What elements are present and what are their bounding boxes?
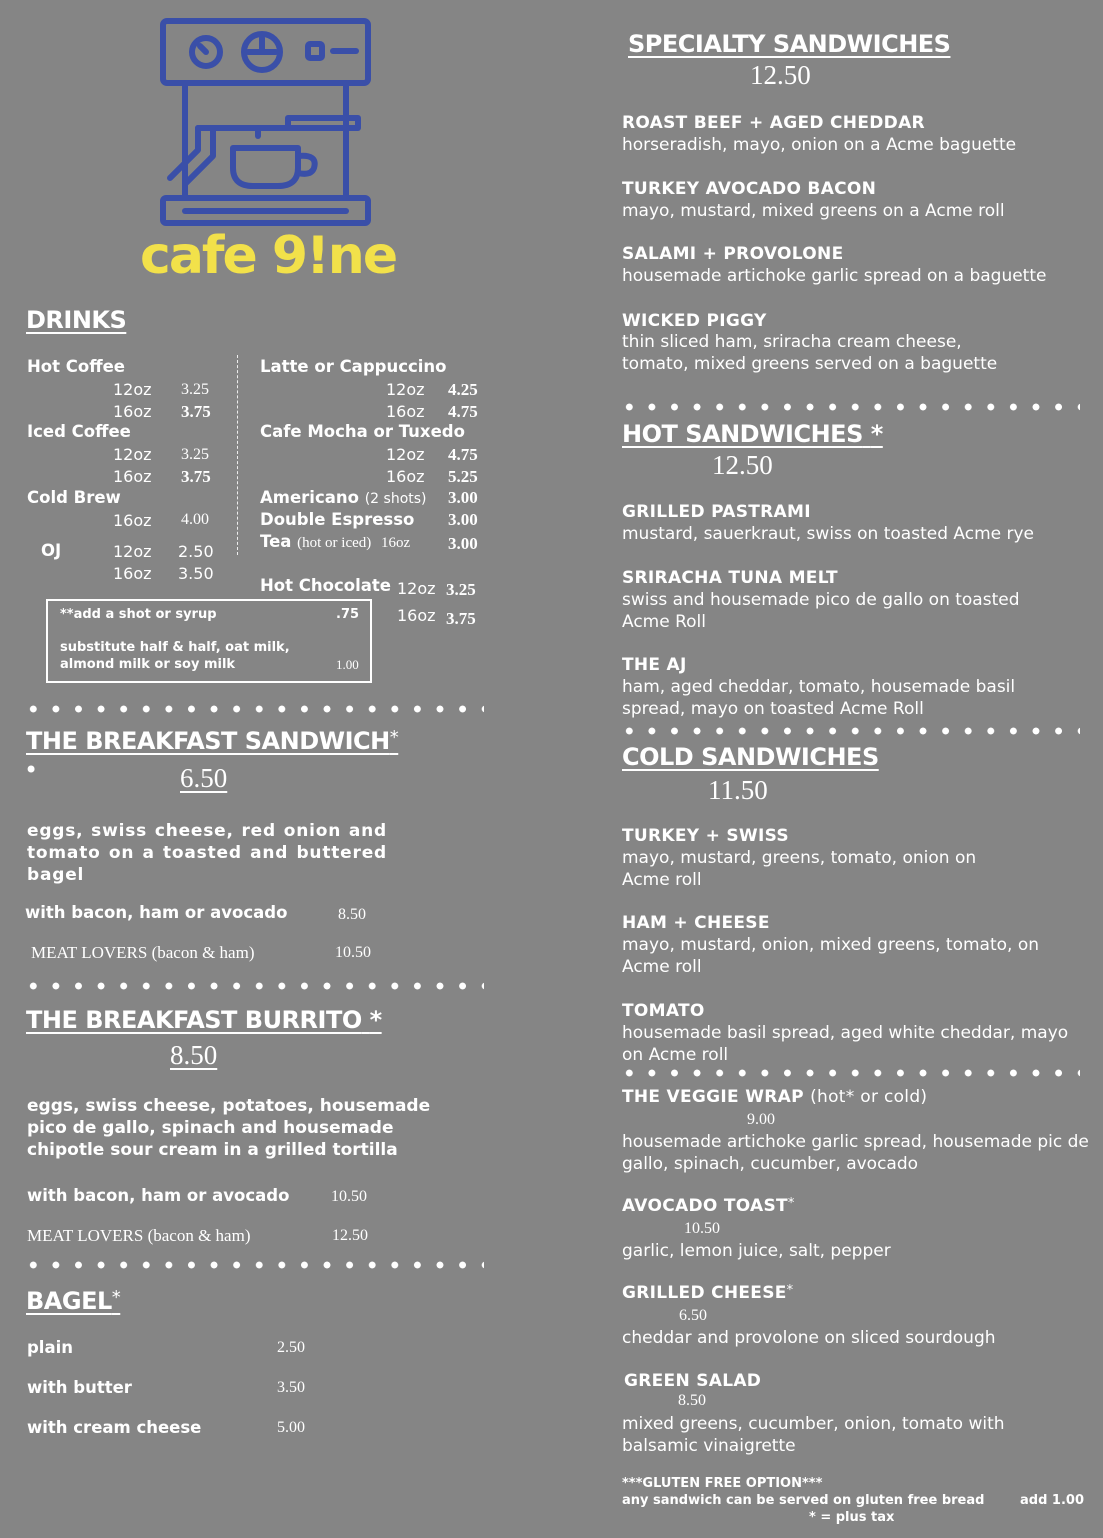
veggie-wrap-title: THE VEGGIE WRAP: [622, 1087, 804, 1107]
price: 2.50: [178, 542, 214, 561]
bagel-title: BAGEL: [26, 1287, 112, 1315]
bagel-heading: [26, 1287, 120, 1315]
hot-item-name: SRIRACHA TUNA MELT: [622, 568, 838, 588]
price: 10.50: [335, 944, 371, 961]
cold-item-desc: mayo, mustard, greens, tomato, onion on Acme roll: [622, 848, 977, 890]
mocha-label: Cafe Mocha or Tuxedo: [260, 422, 465, 441]
specialty-item-name: SALAMI + PROVOLONE: [622, 244, 844, 264]
size: 12oz: [386, 380, 425, 399]
breakfast-burrito-option1: with bacon, ham or avocado: [27, 1186, 290, 1205]
breakfast-sandwich-option2: MEAT LOVERS (bacon & ham): [31, 943, 255, 962]
veggie-wrap-note: (hot* or cold): [810, 1087, 928, 1107]
addon-milk-label-2: almond milk or soy milk: [60, 657, 236, 672]
specialty-item-name: ROAST BEEF + AGED CHEDDAR: [622, 113, 925, 133]
breakfast-sandwich-option1: with bacon, ham or avocado: [25, 903, 288, 922]
hot-chocolate-label: Hot Chocolate: [260, 576, 391, 595]
size: 16oz: [386, 402, 425, 421]
breakfast-burrito-heading: [26, 1006, 382, 1034]
americano-name: Americano: [260, 488, 359, 507]
divider-dots: [618, 1069, 1080, 1077]
specialty-item-desc: horseradish, mayo, onion on a Acme baguette: [622, 135, 1017, 155]
specialty-heading: SPECIALTY SANDWICHES: [628, 30, 951, 58]
hot-sandwiches-title: HOT SANDWICHES: [622, 420, 863, 448]
star: *: [786, 1283, 794, 1298]
price: 2.50: [277, 1339, 305, 1356]
green-salad-name: GREEN SALAD: [624, 1371, 762, 1391]
hot-item-desc: ham, aged cheddar, tomato, housemade basil spread, mayo on toasted Acme Roll: [622, 677, 1016, 719]
avocado-toast-name: [622, 1196, 795, 1216]
grilled-cheese-title: GRILLED CHEESE: [622, 1283, 787, 1303]
divider-dots: [618, 727, 1080, 735]
size: 12oz: [386, 445, 425, 464]
bagel-item-butter: with butter: [27, 1378, 132, 1397]
hot-sandwiches-heading: [622, 420, 883, 448]
price: 8.50: [338, 906, 366, 923]
price: 3.75: [181, 467, 211, 486]
size: 16oz: [113, 467, 152, 486]
espresso-label: Double Espresso: [260, 510, 415, 529]
bagel-item-plain: plain: [27, 1338, 74, 1357]
breakfast-sandwich-title: THE BREAKFAST SANDWICH: [26, 727, 390, 755]
hot-item-desc: swiss and housemade pico de gallo on toasted Acme Roll: [622, 590, 1020, 632]
size: 16oz: [386, 467, 425, 486]
breakfast-burrito-price: 8.50: [170, 1040, 218, 1070]
star: *: [787, 1196, 795, 1211]
avocado-toast-title: AVOCADO TOAST: [622, 1196, 788, 1216]
cold-item-desc: mayo, mustard, onion, mixed greens, tomato, on Acme roll: [622, 935, 1040, 977]
breakfast-burrito-option2: MEAT LOVERS (bacon & ham): [27, 1226, 251, 1245]
veggie-wrap-desc: housemade artichoke garlic spread, housemade pic de gallo, spinach, cucumber, avocado: [622, 1132, 1089, 1174]
price: 3.25: [446, 580, 476, 599]
bullet: •: [24, 756, 39, 784]
price: 12.50: [332, 1227, 368, 1244]
drinks-heading: DRINKS: [26, 306, 127, 334]
specialty-price: 12.50: [750, 60, 811, 90]
divider-dots: [22, 705, 484, 713]
star: *: [870, 420, 883, 448]
breakfast-burrito-desc: eggs, swiss cheese, potatoes, housemade pico de gallo, spinach and housemade chipotle sour cream in a grilled tortilla: [27, 1096, 431, 1160]
hot-sandwiches-price: 12.50: [712, 450, 773, 480]
price: 3.00: [448, 534, 478, 553]
price: 5.25: [448, 467, 478, 486]
cold-item-name: TOMATO: [622, 1001, 705, 1021]
price: 4.00: [181, 511, 209, 528]
specialty-item-desc: mayo, mustard, mixed greens on a Acme roll: [622, 201, 1005, 221]
avocado-toast-desc: garlic, lemon juice, salt, pepper: [622, 1241, 891, 1261]
avocado-toast-price: 10.50: [684, 1220, 720, 1237]
size: 12oz: [113, 542, 152, 561]
price: 5.00: [277, 1419, 305, 1436]
bagel-item-cream-cheese: with cream cheese: [27, 1418, 202, 1437]
price: 3.25: [181, 446, 209, 463]
tea-name: Tea: [260, 532, 292, 551]
divider-dots: [22, 1261, 484, 1269]
veggie-wrap-price: 9.00: [747, 1111, 775, 1128]
cold-item-desc: housemade basil spread, aged white cheddar, mayo on Acme roll: [622, 1023, 1069, 1065]
cold-item-name: TURKEY + SWISS: [622, 826, 789, 846]
latte-label: Latte or Cappuccino: [260, 357, 447, 376]
specialty-item-name: TURKEY AVOCADO BACON: [622, 179, 877, 199]
tax-note: * = plus tax: [809, 1510, 895, 1525]
size: 16oz: [113, 511, 152, 530]
cold-brew-label: Cold Brew: [27, 488, 121, 507]
price: 3.75: [446, 609, 476, 628]
green-salad-price: 8.50: [678, 1392, 706, 1409]
star: *: [111, 1287, 121, 1308]
price: 10.50: [331, 1188, 367, 1205]
gluten-free-title: ***GLUTEN FREE OPTION***: [622, 1476, 823, 1491]
specialty-item-desc: housemade artichoke garlic spread on a baguette: [622, 266, 1047, 286]
iced-coffee-label: Iced Coffee: [27, 422, 131, 441]
price: 3.50: [277, 1379, 305, 1396]
hot-item-desc: mustard, sauerkraut, swiss on toasted Acme rye: [622, 524, 1035, 544]
addon-shot-label: **add a shot or syrup: [60, 607, 217, 622]
price: 4.25: [448, 380, 478, 399]
size: 16oz: [113, 564, 152, 583]
star: *: [369, 1006, 382, 1034]
specialty-item-name: WICKED PIGGY: [622, 311, 767, 331]
addon-shot-price: .75: [336, 607, 360, 622]
addon-milk-label-1: substitute half & half, oat milk,: [60, 640, 290, 655]
hot-item-name: GRILLED PASTRAMI: [622, 502, 811, 522]
gluten-free-add: add 1.00: [1020, 1493, 1084, 1508]
tea-label: [260, 532, 410, 552]
star: *: [389, 727, 399, 748]
cafe-logo-text: cafe 9!ne: [140, 226, 397, 286]
divider-dots: [618, 403, 1080, 411]
green-salad-desc: mixed greens, cucumber, onion, tomato with balsamic vinaigrette: [622, 1414, 1005, 1456]
drinks-column-divider: [237, 355, 238, 555]
tea-note: (hot or iced): [297, 535, 372, 551]
size: 16oz: [381, 535, 411, 551]
price: 3.50: [178, 564, 214, 583]
espresso-machine-icon: [158, 18, 373, 228]
breakfast-sandwich-price: 6.50: [180, 763, 228, 793]
size: 16oz: [397, 606, 436, 625]
cold-sandwiches-price: 11.50: [708, 775, 768, 805]
specialty-item-desc: thin sliced ham, sriracha cream cheese, tomato, mixed greens served on a baguette: [622, 332, 998, 374]
breakfast-burrito-title: THE BREAKFAST BURRITO: [26, 1006, 362, 1034]
cold-sandwiches-heading: COLD SANDWICHES: [622, 743, 879, 771]
price: 3.00: [448, 510, 478, 529]
grilled-cheese-price: 6.50: [679, 1307, 707, 1324]
veggie-wrap-name: [622, 1087, 927, 1107]
cold-item-name: HAM + CHEESE: [622, 913, 770, 933]
gluten-free-text: any sandwich can be served on gluten free bread: [622, 1493, 985, 1508]
divider-dots: [22, 982, 484, 990]
price: 4.75: [448, 402, 478, 421]
price: 3.75: [181, 402, 211, 421]
addon-milk-price: 1.00: [336, 657, 359, 672]
size: 12oz: [113, 445, 152, 464]
breakfast-sandwich-heading: [26, 727, 398, 755]
breakfast-sandwich-desc: eggs, swiss cheese, red onion and tomato on a toasted and buttered bagel: [27, 821, 387, 885]
price: 3.00: [448, 488, 478, 507]
size: 16oz: [113, 402, 152, 421]
hot-item-name: THE AJ: [622, 655, 687, 675]
americano-label: [260, 488, 427, 507]
size: 12oz: [397, 579, 436, 598]
grilled-cheese-name: [622, 1283, 793, 1303]
price: 4.75: [448, 445, 478, 464]
hot-coffee-label: Hot Coffee: [27, 357, 125, 376]
oj-label: OJ: [41, 541, 62, 560]
size: 12oz: [113, 380, 152, 399]
price: 3.25: [181, 381, 209, 398]
grilled-cheese-desc: cheddar and provolone on sliced sourdough: [622, 1328, 996, 1348]
americano-note: (2 shots): [364, 491, 427, 507]
